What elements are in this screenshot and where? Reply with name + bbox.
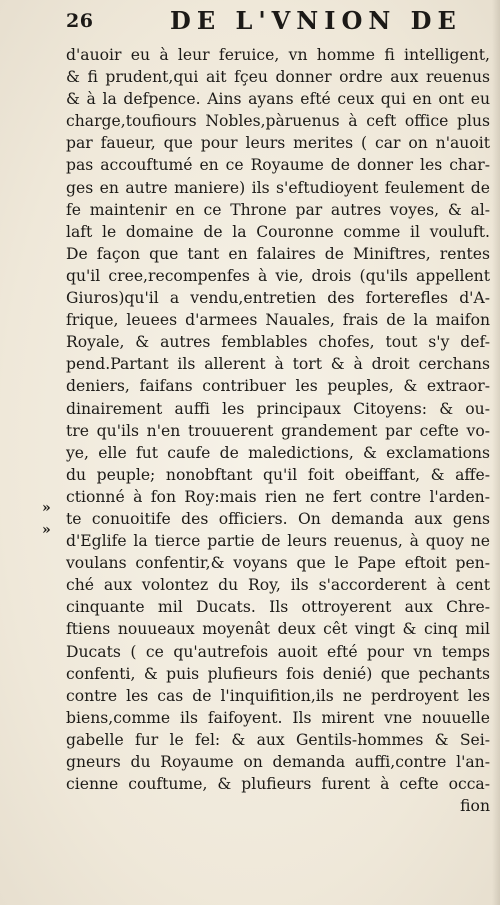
text-line: fe maintenir en ce Throne par autres voyes, & al- — [66, 200, 490, 219]
text-line: dinairement auffi les principaux Citoyens: & ou- — [66, 399, 490, 418]
text-line: d'Eglife la tierce partie de leurs reuenus, à quoy ne — [66, 532, 490, 551]
text-line: pend.Partant ils allerent à tort & à droit cerchans — [66, 355, 490, 374]
text-line: & fi prudent,qui ait fçeu donner ordre aux reuenus — [66, 68, 490, 87]
text-line: tre qu'ils n'en trouuerent grandement par cefte vo- — [66, 421, 490, 440]
text-line: ye, elle fut caufe de maledictions, & exclamations — [66, 443, 490, 462]
text-line: ges en autre maniere) ils s'eftudioyent feulement de — [66, 178, 490, 197]
text-line: voulans confentir,& voyans que le Pape eftoit pen- — [66, 554, 490, 573]
text-line: pas accouftumé en ce Royaume de donner les char- — [66, 156, 490, 175]
text-line: contre les cas de l'inquifition,ils ne perdroyent les — [66, 686, 490, 705]
page-number: 26 — [66, 10, 94, 32]
text-line: ché aux volontez du Roy, ils s'accorderent à cent — [66, 576, 490, 595]
text-line: De façon que tant en falaires de Miniftres, rentes — [66, 244, 490, 263]
text-line: confenti, & puis plufieurs fois denié) que pechants — [66, 664, 490, 683]
text-line: Ducats ( ce qu'autrefois auoit efté pour vn temps — [66, 642, 490, 661]
text-line: du peuple; nonobftant qu'il foit obeiffant, & affe- — [66, 465, 490, 484]
running-title: DE L'VNION DE — [170, 6, 462, 35]
text-line: cinquante mil Ducats. Ils ottroyerent aux Chre- — [66, 598, 490, 617]
text-line: fion — [460, 797, 490, 816]
text-line: te conuoitife des officiers. On demanda aux gens — [66, 509, 490, 528]
text-line: & à la defpence. Ains ayans efté ceux qui en ont eu — [66, 90, 490, 109]
text-line: charge,toufiours Nobles,pàruenus à ceft office plus — [66, 112, 490, 131]
margin-quote-mark: » — [42, 522, 51, 538]
text-line: deniers, faifans contribuer les peuples, & extraor- — [66, 377, 490, 396]
body-text — [66, 44, 490, 817]
text-line: d'auoir eu à leur feruice, vn homme fi intelligent, — [66, 46, 490, 64]
text-line: gneurs du Royaume on demanda auffi,contre l'an- — [66, 753, 490, 771]
text-line: ftiens nouueaux moyenât deux cêt vingt & cinq mil — [66, 620, 490, 639]
page-edge-shadow — [492, 0, 500, 905]
text-line: laft le domaine de la Couronne comme il vouluft. — [66, 222, 490, 241]
text-line: Giuros)qu'il a vendu,entretien des forterefles d'A- — [66, 289, 490, 308]
margin-quote-mark: » — [42, 500, 51, 516]
text-line: par faueur, que pour leurs merites ( car on n'auoit — [66, 134, 490, 153]
page-header — [0, 4, 500, 40]
text-line: cienne couftume, & plufieurs furent à cefte occa- — [66, 775, 490, 794]
text-line: frique, leuees d'armees Nauales, frais de la maifon — [66, 311, 490, 330]
text-line: qu'il cree,recompenfes à vie, drois (qu'ils appellent — [66, 266, 490, 285]
text-line: Royale, & autres femblables chofes, tout s'y def- — [66, 333, 490, 352]
text-line: biens,comme ils faifoyent. Ils mirent vne nouuelle — [66, 708, 490, 727]
text-line: gabelle fur le fel: & aux Gentils-hommes & Sei- — [66, 730, 490, 749]
text-line: ctionné à fon Roy:mais rien ne fert contre l'arden- — [66, 487, 490, 506]
